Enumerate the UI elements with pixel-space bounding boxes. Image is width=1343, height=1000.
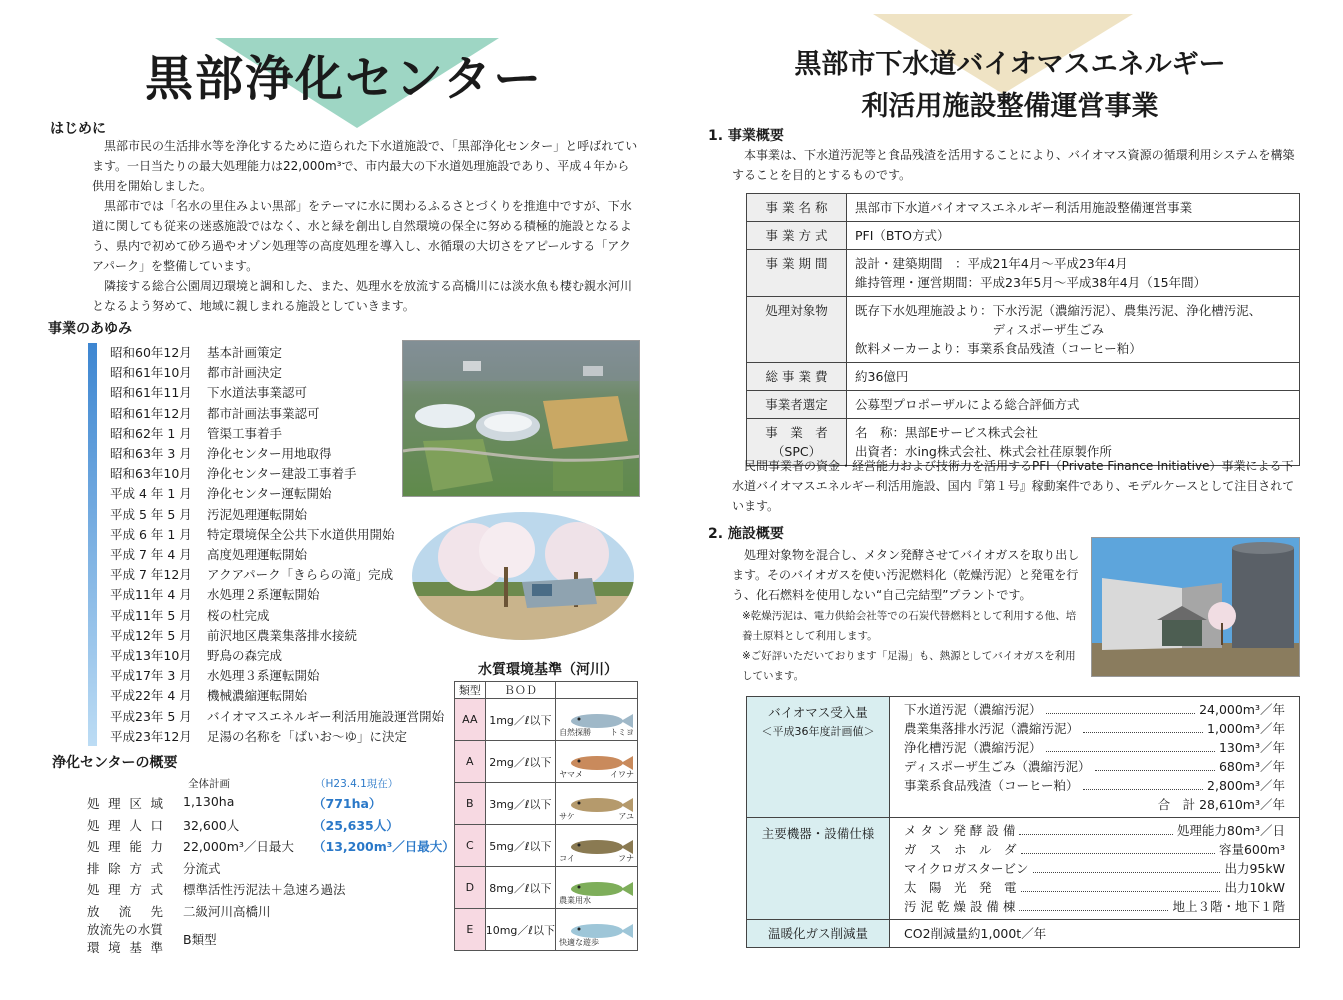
history-item: [110, 686, 307, 704]
history-date: 平成11年 5 月: [110, 607, 192, 623]
history-item: [110, 666, 320, 684]
equipment-item: [904, 897, 1285, 916]
biomass-item-value: 1,000m³／年: [1207, 721, 1285, 736]
intro-heading: はじめに: [50, 121, 106, 137]
overview-label: 処理人口: [87, 817, 163, 833]
history-item: [110, 707, 444, 725]
history-item: [110, 343, 282, 361]
wq-class: C: [455, 825, 486, 867]
history-date: 昭和63年10月: [110, 466, 192, 482]
history-event: 機械濃縮運転開始: [207, 688, 308, 704]
equipment-item: [904, 878, 1285, 897]
note-dried-sludge: ※乾燥汚泥は、電力供給会社等での石炭代替燃料として利用する他、培養土原料として利用します。: [742, 610, 1077, 642]
intro-text: [92, 136, 640, 316]
info-value-line: ディスポーザ生ごみ: [855, 322, 1105, 337]
biomass-item-value: 2,800m³／年: [1207, 778, 1285, 793]
history-date: 平成13年10月: [110, 648, 192, 663]
history-event: 高度処理運転開始: [207, 547, 308, 562]
wq-bod: 10mg／ℓ以下: [485, 909, 555, 951]
overview-plan-value: 22,000m³／日最大: [183, 839, 294, 854]
history-event: バイオマスエネルギー利活用施設運営開始: [207, 708, 445, 724]
wq-image-caption: ヤマメ: [559, 770, 584, 779]
wq-image: [556, 825, 638, 867]
equipment-item-name: 汚 泥 乾 燥 設 備 棟: [904, 899, 1016, 914]
info-value-line: 約36億円: [855, 369, 909, 384]
wq-row: [455, 825, 638, 867]
equipment-item-value: 容量600m³: [1218, 842, 1285, 857]
info-value: [847, 222, 1300, 250]
history-item: [110, 383, 307, 401]
history-event: 都市計画決定: [207, 365, 283, 381]
equipment-item-value: 出力95kW: [1224, 861, 1285, 876]
wq-row: [455, 741, 638, 783]
overview-label: 排除方式: [87, 860, 163, 876]
history-event: 前沢地区農業集落排水接続: [207, 627, 358, 643]
info-label: [747, 222, 847, 250]
history-item: [110, 464, 357, 482]
overview-plan-value: 32,600人: [183, 817, 240, 833]
wq-class: E: [455, 909, 486, 951]
biomass-item: [904, 719, 1285, 738]
equipment-label: 主要機器・設備仕様: [747, 818, 890, 920]
info-label-text: 事業者選定: [765, 397, 828, 412]
leader-dots: [1021, 878, 1221, 892]
biomass-item-name: 浄化槽汚泥（濃縮汚泥）: [904, 740, 1042, 755]
leader-dots: [1021, 840, 1215, 854]
info-value-line: 名 称：黒部Eサービス株式会社: [855, 425, 1038, 440]
history-item: [110, 484, 332, 502]
wq-class: B: [455, 783, 486, 825]
intro-paragraph: 隣接する総合公園周辺環境と調和した、また、処理水を放流する高橋川には淡水魚も棲む親水河川となるよう努めて、地域に親しまれる施設としていきます。: [92, 279, 633, 313]
facility-spec-table: [746, 696, 1300, 948]
history-date: 昭和60年12月: [110, 345, 192, 360]
history-event: 浄化センター運転開始: [207, 486, 332, 502]
info-label: [747, 194, 847, 222]
leader-dots: [1095, 757, 1215, 771]
wq-class: D: [455, 867, 486, 909]
project-info-table: [746, 193, 1300, 466]
wq-bod: 3mg／ℓ以下: [485, 783, 555, 825]
wq-bod: 1mg／ℓ以下: [485, 699, 555, 741]
timeline-bar: [88, 343, 97, 746]
leader-dots: [1033, 859, 1221, 873]
overview-col-current: （H23.4.1現在）: [315, 778, 399, 790]
biomass-item-name: 事業系食品残渣（コーヒー粕）: [904, 778, 1079, 793]
leader-dots: [1083, 719, 1203, 733]
park-photo: [412, 512, 634, 640]
history-date: 昭和62年 1 月: [110, 425, 192, 441]
intro-paragraph: 黒部市民の生活排水等を浄化するために造られた下水道施設で、「黒部浄化センター」と呼ばれています。一日当たりの最大処理能力は22,000m³で、市内最大の下水道処理施設であり、平成４年から供用を開始しました。: [92, 139, 638, 193]
wq-image: [556, 741, 638, 783]
history-item: [110, 363, 282, 381]
info-value-line: PFI（BTO方式）: [855, 228, 950, 243]
info-row: [747, 363, 1300, 391]
biomass-item-name: ディスポーザ生ごみ（濃縮汚泥）: [904, 759, 1091, 774]
history-event: 管渠工事着手: [207, 425, 283, 441]
info-value-line: 維持管理・運営期間：平成23年5月～平成38年4月（15年間）: [855, 275, 1207, 290]
info-value: [847, 297, 1300, 363]
overview-label: 処理能力: [87, 839, 163, 854]
info-row: [747, 194, 1300, 222]
info-value-line: 設計・建築期間 ：平成21年4月～平成23年4月: [855, 256, 1128, 271]
equipment-list: [890, 818, 1300, 920]
biomass-item: [904, 757, 1285, 776]
history-item: [110, 626, 357, 644]
wq-row: [455, 909, 638, 951]
history-date: 平成 4 年 1 月: [110, 486, 192, 502]
equipment-item: [904, 859, 1285, 878]
history-item: [110, 424, 282, 442]
history-date: 平成22年 4 月: [110, 688, 192, 704]
info-label-text: 事 業 名 称: [765, 200, 828, 215]
biomass-item-value: 680m³／年: [1218, 759, 1285, 774]
biomass-label-cell: [747, 697, 890, 818]
info-label: [747, 297, 847, 363]
leader-dots: [1019, 821, 1173, 835]
history-heading: 事業のあゆみ: [48, 321, 132, 337]
facility-photo: [1091, 537, 1300, 677]
wq-image-caption: イワナ: [610, 770, 634, 779]
biomass-item: [904, 776, 1285, 795]
info-label-sub: （SPC）: [771, 444, 822, 459]
wq-image: [556, 699, 638, 741]
history-date: 平成 7 年12月: [110, 567, 192, 583]
leader-dots: [1046, 700, 1196, 714]
aerial-photo: [402, 340, 640, 497]
wq-image: [556, 909, 638, 951]
history-event: 水処理２系運転開始: [207, 587, 320, 603]
info-value: [847, 250, 1300, 297]
biomass-item: [904, 738, 1285, 757]
info-label-text: 処理対象物: [765, 303, 828, 318]
history-item: [110, 525, 395, 543]
wq-image-caption: サケ: [559, 812, 575, 821]
history-event: 野鳥の森完成: [207, 648, 283, 663]
wq-row: [455, 783, 638, 825]
overview-heading: 浄化センターの概要: [52, 755, 178, 771]
water-quality-title: 水質環境基準（河川）: [478, 662, 618, 678]
history-date: 平成 5 年 5 月: [110, 506, 192, 522]
history-event: 桜の杜完成: [207, 607, 270, 623]
overview-value: B類型: [183, 932, 217, 947]
info-row: [747, 297, 1300, 363]
overview-current-value: （771ha）: [313, 796, 382, 811]
ghg-value: CO2削減量約1,000t／年: [890, 920, 1300, 948]
overview-plan-value: 1,130ha: [183, 794, 235, 809]
equipment-item: [904, 840, 1285, 859]
biomass-item-value: 130m³／年: [1218, 740, 1285, 755]
history-event: 基本計画策定: [207, 345, 283, 360]
water-quality-table: [454, 681, 638, 951]
history-date: 平成12年 5 月: [110, 627, 192, 643]
history-date: 平成 6 年 1 月: [110, 526, 192, 542]
overview-plan-value: 二級河川高橋川: [183, 903, 271, 919]
wq-image-caption: トミヨ: [610, 728, 634, 737]
equipment-item-value: 処理能力80m³／日: [1176, 823, 1285, 838]
wq-bod: 2mg／ℓ以下: [485, 741, 555, 783]
overview-label: 処理区域: [87, 796, 163, 811]
wq-image-caption: 農業用水: [559, 896, 592, 905]
history-event: 水処理３系運転開始: [207, 668, 320, 684]
info-value: [847, 194, 1300, 222]
history-date: 昭和61年12月: [110, 405, 192, 421]
history-item: [110, 646, 282, 664]
wq-class: A: [455, 741, 486, 783]
overview-plan-value: 標準活性汚泥法＋急速ろ過法: [183, 882, 346, 897]
wq-class: AA: [455, 699, 486, 741]
history-event: 浄化センター建設工事着手: [207, 466, 357, 482]
pfi-text: 民間事業者の資金・経営能力および技術力を活用するPFI（Private Finance Initiative）事業による下水道バイオマスエネルギー利活用施設、国内『第１号』稼動案件であり、モデルケースとして注目されています。: [732, 459, 1295, 513]
wq-image-caption: 快適な遊歩: [559, 938, 600, 947]
info-value-line: 公募型プロポーザルによる総合評価方式: [855, 397, 1080, 412]
wq-bod: 5mg／ℓ以下: [485, 825, 555, 867]
overview-current-value: （13,200m³／日最大）: [313, 839, 455, 854]
overview-label: 処理方式: [87, 882, 163, 897]
leader-dots: [1019, 897, 1168, 911]
overview-label: 環境基準: [87, 940, 163, 955]
info-label-text: 事 業 期 間: [765, 256, 828, 271]
title-line: 黒部市下水道バイオマスエネルギー: [794, 49, 1226, 80]
history-event: 下水道法事業認可: [207, 385, 308, 401]
section-1-text: 本事業は、下水道汚泥等と食品残渣を活用することにより、バイオマス資源の循環利用システムを構築することを目的とするものです。: [732, 148, 1295, 182]
biomass-total: 合 計 28,610m³／年: [1157, 797, 1285, 812]
intro-paragraph: 黒部市では「名水の里住みよい黒部」をテーマに水に関わるふるさとづくりを推進中ですが、下水道に関しても従来の迷惑施設ではなく、水と緑を創出し自然環境の保全に努める積極的施設となるよう、県内で初めて砂ろ過やオゾン処理等の高度処理を導入し、水循環の大切さをアピールする「アクアパーク」を整備しています。: [92, 199, 632, 273]
biomass-list: [890, 697, 1300, 818]
overview-label: 放流先: [87, 903, 163, 919]
biomass-sub-label: ＜平成36年度計画値＞: [761, 725, 875, 738]
biomass-item-value: 24,000m³／年: [1199, 702, 1285, 717]
overview-current-value: （25,635人）: [313, 817, 399, 833]
page-title-left: 黒部浄化センター: [145, 51, 544, 107]
biomass-item: [904, 700, 1285, 719]
biomass-label: バイオマス受入量: [768, 705, 868, 720]
page-title-right: [770, 44, 1250, 128]
overview-plan-value: 分流式: [183, 860, 221, 876]
history-date: 昭和61年11月: [110, 385, 192, 401]
info-value-line: 既存下水処理施設より：下水汚泥（濃縮汚泥）、農集汚泥、浄化槽汚泥、: [855, 303, 1262, 318]
info-value: [847, 363, 1300, 391]
section-2-text: 処理対象物を混合し、メタン発酵させてバイオガスを取り出します。そのバイオガスを使い汚泥燃料化（乾燥汚泥）と発電を行う、化石燃料を使用しない“自己完結型”プラントです。: [732, 548, 1080, 602]
biomass-item-name: 下水道汚泥（濃縮汚泥）: [904, 702, 1042, 717]
history-item: [110, 727, 407, 745]
wq-row: [455, 699, 638, 741]
equipment-item-name: 太 陽 光 発 電: [904, 880, 1017, 895]
equipment-item: [904, 821, 1285, 840]
wq-image-caption: 自然探勝: [559, 728, 592, 737]
equipment-item-name: マイクロガスタービン: [904, 861, 1029, 876]
wq-col-class: 類型: [455, 682, 486, 699]
history-event: 特定環境保全公共下水道供用開始: [207, 526, 395, 542]
wq-image: [556, 867, 638, 909]
info-label: [747, 363, 847, 391]
overview-label: 放流先の水質: [87, 922, 163, 937]
history-event: 都市計画法事業認可: [207, 405, 320, 421]
info-row: [747, 222, 1300, 250]
history-date: 平成23年12月: [110, 728, 192, 744]
wq-col-image: [556, 682, 638, 699]
equipment-item-name: メ タ ン 発 酵 設 備: [904, 823, 1016, 838]
history-item: [110, 565, 393, 583]
info-label: [747, 250, 847, 297]
equipment-item-value: 出力10kW: [1224, 880, 1285, 895]
info-value-line: 出資者：水ing株式会社、株式会社荏原製作所: [855, 444, 1112, 459]
info-value-line: 飲料メーカーより：事業系食品残渣（コーヒー粕）: [855, 341, 1142, 356]
info-label-text: 事 業 者: [765, 425, 828, 440]
history-event: アクアパーク「きららの滝」完成: [207, 567, 394, 583]
history-date: 平成 7 年 4 月: [110, 547, 192, 562]
wq-col-bod: ＢＯＤ: [485, 682, 555, 699]
info-row: [747, 391, 1300, 419]
history-item: [110, 404, 320, 422]
equipment-item-name: ガ ス ホ ル ダ: [904, 842, 1017, 857]
wq-image-caption: コイ: [559, 854, 575, 863]
wq-image: [556, 783, 638, 825]
history-item: [110, 585, 320, 603]
history-date: 平成17年 3 月: [110, 668, 192, 684]
section-1-heading: 1. 事業概要: [708, 128, 784, 144]
history-date: 昭和63年 3 月: [110, 446, 192, 461]
history-event: 浄化センター用地取得: [207, 446, 332, 461]
info-row: [747, 250, 1300, 297]
note-footbath: ※ご好評いただいております「足湯」も、熱源としてバイオガスを利用しています。: [742, 650, 1076, 682]
wq-row: [455, 867, 638, 909]
history-item: [110, 505, 307, 523]
overview-col-plan: 全体計画: [188, 778, 230, 790]
leader-dots: [1083, 776, 1204, 790]
leader-dots: [1046, 738, 1215, 752]
equipment-item-value: 地上３階・地下１階: [1172, 899, 1285, 914]
ghg-label: 温暖化ガス削減量: [747, 920, 890, 948]
section-2-heading: 2. 施設概要: [708, 526, 784, 542]
info-value: [847, 391, 1300, 419]
title-line: 利活用施設整備運営事業: [861, 91, 1159, 122]
history-item: [110, 545, 307, 563]
info-label: [747, 391, 847, 419]
history-date: 平成11年 4 月: [110, 587, 192, 603]
history-date: 平成23年 5 月: [110, 708, 192, 724]
info-label-text: 事 業 方 式: [765, 228, 828, 243]
history-item: [110, 606, 270, 624]
wq-image-caption: アユ: [618, 812, 634, 821]
wq-bod: 8mg／ℓ以下: [485, 867, 555, 909]
info-label-text: 総 事 業 費: [765, 369, 828, 384]
history-event: 汚泥処理運転開始: [207, 506, 308, 522]
wq-image-caption: フナ: [618, 854, 634, 863]
info-value-line: 黒部市下水道バイオマスエネルギー利活用施設整備運営事業: [855, 200, 1193, 215]
history-item: [110, 444, 332, 462]
history-date: 昭和61年10月: [110, 365, 192, 381]
history-event: 足湯の名称を「ばいお～ゆ」に決定: [207, 728, 408, 744]
biomass-item-name: 農業集落排水汚泥（濃縮汚泥）: [904, 721, 1080, 736]
